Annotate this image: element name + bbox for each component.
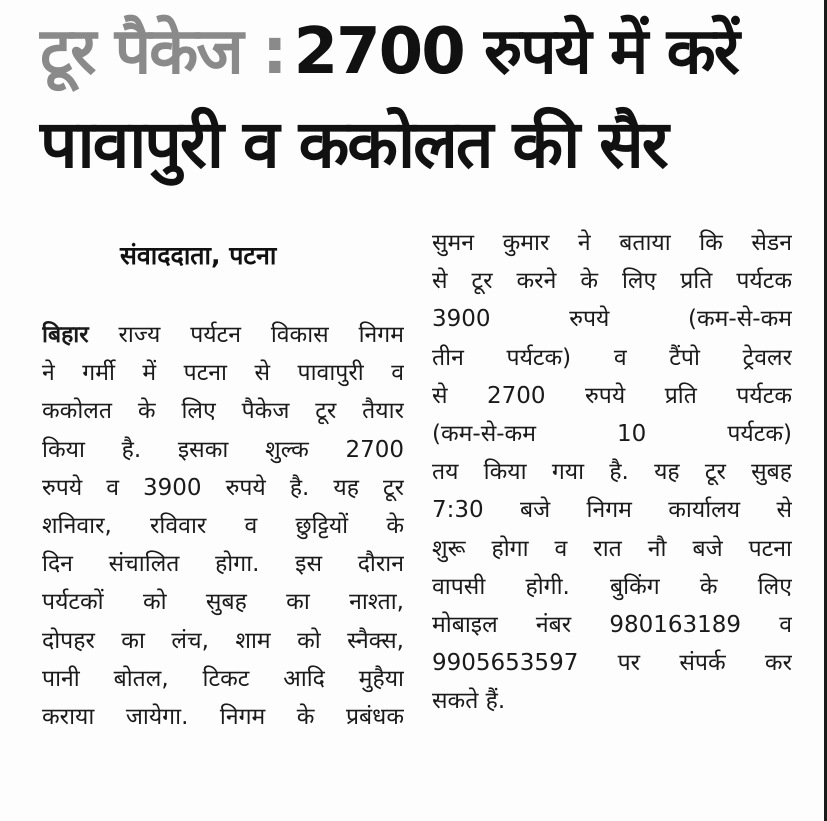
article-line: 9905653597 पर संपर्क कर	[432, 650, 792, 677]
article-line: मोबाइल नंबर 980163189 व	[432, 611, 792, 638]
headline-colon: :	[262, 15, 286, 89]
article-line: शनिवार, रविवार व छुट्टियों के	[42, 512, 404, 539]
article-line: (कम-से-कम 10 पर्यटक)	[432, 420, 792, 447]
article-line	[42, 316, 404, 354]
byline: संवाददाता, पटना	[120, 241, 277, 270]
headline-line-1-text: 2700 रुपये में करें	[293, 15, 738, 89]
article-line-text: राज्य पर्यटन विकास निगम	[118, 322, 404, 348]
lead-word: बिहार	[42, 322, 89, 348]
article-line: दोपहर का लंच, शाम को स्नैक्स,	[42, 627, 404, 654]
article-line: से 2700 रुपये प्रति पर्यटक	[432, 382, 792, 409]
article-line: वापसी होगी. बुकिंग के लिए	[432, 573, 792, 600]
article-line: पानी बोतल, टिकट आदि मुहैया	[42, 665, 404, 692]
article-line: ककोलत के लिए पैकेज टूर तैयार	[42, 398, 404, 425]
headline-line-1	[40, 15, 810, 106]
article-line: किया है. इसका शुल्क 2700	[42, 436, 404, 463]
headline-line-2: पावापुरी व ककोलत की सैर	[40, 106, 667, 183]
article-column-right	[432, 224, 792, 720]
article-line: पर्यटकों को सुबह का नाश्ता,	[42, 589, 404, 616]
article-line: सकते हैं.	[432, 688, 506, 715]
article-line: तय किया गया है. यह टूर सुबह	[432, 459, 792, 486]
article-line: सुमन कुमार ने बताया कि सेडन	[432, 230, 792, 256]
article-line: तीन पर्यटक) व टैंपो ट्रेवलर	[432, 344, 792, 371]
article-line: से टूर करने के लिए प्रति पर्यटक	[432, 268, 792, 295]
article-line: दिन संचालित होगा. इस दौरान	[42, 551, 404, 578]
headline	[40, 15, 810, 183]
article-line: शुरू होगा व रात नौ बजे पटना	[432, 535, 792, 562]
article-line: 7:30 बजे निगम कार्यालय से	[432, 497, 792, 524]
article-line: रुपये व 3900 रुपये है. यह टूर	[42, 474, 404, 501]
headline-kicker: टूर पैकेज	[40, 15, 242, 89]
article-line: ने गर्मी में पटना से पावापुरी व	[42, 360, 404, 387]
article-line: कराया जायेगा. निगम के प्रबंधक	[42, 703, 404, 730]
article-column-left	[42, 316, 404, 736]
article-line: 3900 रुपये (कम-से-कम	[432, 306, 792, 333]
